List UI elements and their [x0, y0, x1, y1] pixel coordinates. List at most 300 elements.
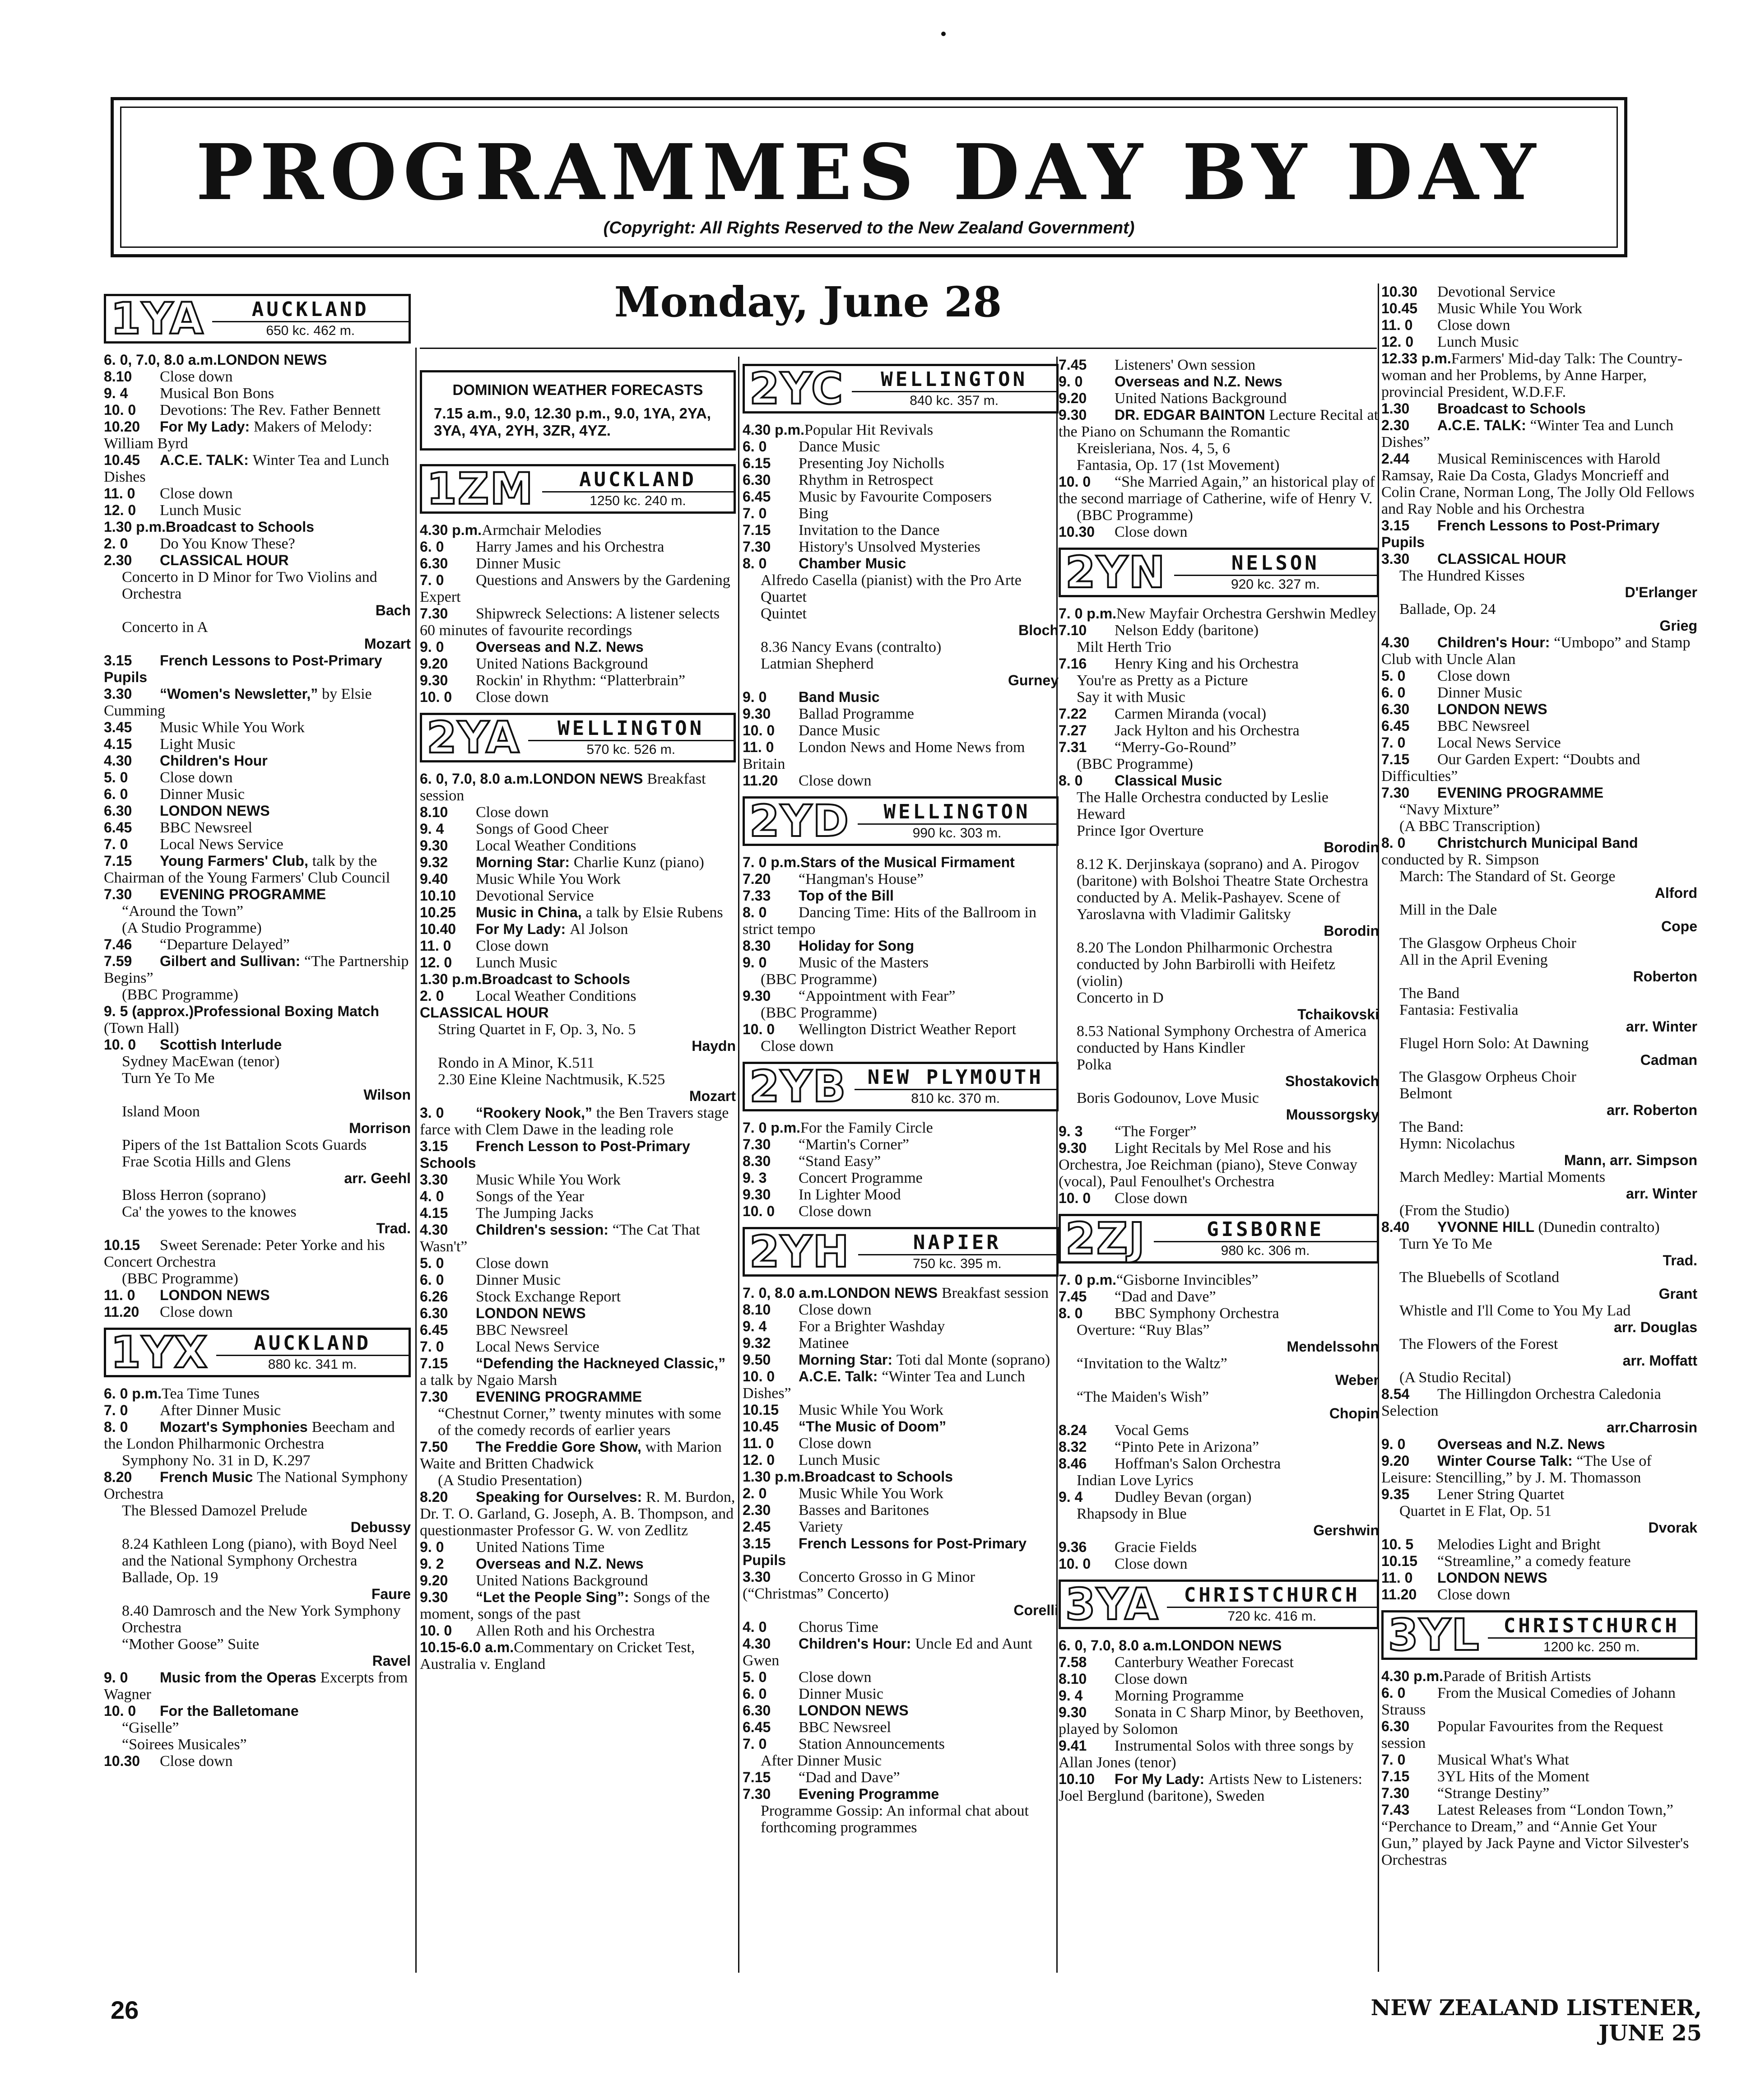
programme-heading: A.C.E. Talk:	[799, 1368, 882, 1385]
programme-entry	[743, 655, 1059, 672]
programme-heading: LONDON NEWS	[827, 1285, 942, 1301]
programme-time: 2.45	[743, 1519, 771, 1535]
programme-entry	[743, 1352, 1059, 1368]
programme-entry	[743, 1502, 1059, 1519]
programme-time: 10.45	[1381, 300, 1418, 316]
programme-entry	[420, 1071, 736, 1088]
programme-text: From the Musical Comedies of Johann Strauss	[1381, 1685, 1676, 1718]
programme-heading: Overseas and N.Z. News	[476, 1556, 644, 1572]
programme-time: 9.30	[420, 1589, 448, 1605]
programme-time: 9. 0	[420, 1539, 444, 1555]
programme-entry	[420, 954, 736, 971]
programme-entry	[104, 552, 411, 569]
programme-entry	[420, 887, 736, 904]
programme-entry	[1381, 451, 1697, 517]
programme-entry	[420, 1288, 736, 1305]
programme-entry	[104, 1137, 411, 1153]
programme-heading: Scottish Interlude	[160, 1036, 282, 1053]
programme-heading: Young Farmers' Club,	[160, 853, 312, 869]
programme-time: 10.40	[420, 921, 456, 937]
programme-time: 9.35	[1381, 1486, 1410, 1502]
programme-entry	[743, 1569, 1059, 1602]
programme-entry	[1381, 1085, 1697, 1102]
programme-text: Popular Hit Revivals	[804, 422, 934, 438]
station-info	[1484, 1612, 1695, 1658]
programme-entry	[420, 1589, 736, 1622]
programme-text: “Merry-Go-Round”	[1115, 739, 1237, 756]
programme-time: 9.30	[1059, 1140, 1087, 1156]
programme-entry	[104, 1603, 411, 1636]
composer-credit: Mann, arr. Simpson	[1564, 1152, 1697, 1168]
programme-heading: For My Lady:	[1115, 1771, 1209, 1787]
programme-time: 8. 0	[104, 1419, 128, 1435]
programme-time: 8.10	[743, 1301, 771, 1318]
programme-entry	[1381, 985, 1697, 1002]
programme-heading: Christchurch Municipal Band	[1437, 835, 1638, 851]
programme-time: 7.30	[1381, 1785, 1410, 1801]
programme-text: Presenting Joy Nicholls	[799, 455, 944, 472]
programme-time: 6.30	[420, 1305, 448, 1321]
programme-entry	[1381, 952, 1697, 968]
programme-time: 7.45	[1059, 1288, 1087, 1305]
programme-entry	[1059, 789, 1379, 822]
programme-entry	[743, 472, 1059, 488]
programme-entry	[104, 953, 411, 986]
station-call-sign: 3YA	[1065, 1579, 1159, 1630]
station-city: CHRISTCHURCH	[1167, 1584, 1377, 1608]
programme-subitem: 8.40 Damrosch and the New York Symphony Orchestra	[122, 1603, 401, 1636]
programme-time: 10.10	[1059, 1771, 1095, 1787]
programme-subitem: The Halle Orchestra conducted by Leslie Heward	[1077, 789, 1329, 822]
programme-entry	[420, 1171, 736, 1188]
day-title: Monday, June 28	[614, 278, 1002, 326]
programme-entry	[743, 689, 1059, 706]
programme-text: Artists New to Listeners: Joel Berglund (baritone), Sweden	[1059, 1771, 1362, 1804]
programme-entry	[1059, 1090, 1379, 1106]
composer-credit: Shostakovich	[1285, 1073, 1379, 1089]
programme-entry	[104, 836, 411, 853]
programme-entry	[743, 1535, 1059, 1569]
programme-entry	[104, 1036, 411, 1053]
programme-time: 7.30	[1381, 785, 1410, 801]
programme-time: 6. 0	[104, 786, 128, 802]
programme-time: 2.30	[1381, 417, 1410, 433]
programme-entry	[743, 1136, 1059, 1153]
station-frequency: 1200 kc. 250 m.	[1543, 1640, 1640, 1654]
programme-text: Do You Know These?	[160, 535, 295, 552]
programme-time: 7.58	[1059, 1654, 1087, 1670]
programme-time: 12. 0	[104, 502, 136, 518]
programme-time: 9.20	[1381, 1453, 1410, 1469]
programme-text: BBC Newsreel	[1437, 718, 1530, 734]
programme-entry	[1381, 1668, 1697, 1685]
programme-heading: Morning Star:	[476, 854, 574, 870]
programme-text: Gracie Fields	[1115, 1539, 1197, 1556]
programme-time: 6.30	[1381, 701, 1410, 717]
composer-credit: arr. Douglas	[1614, 1319, 1697, 1335]
station-header-2yn	[1059, 548, 1379, 597]
composer-credit: Gurney	[1008, 672, 1059, 688]
title-underline	[420, 348, 1377, 349]
programme-time: 8.10	[420, 804, 448, 820]
programme-text: Close down	[160, 485, 233, 502]
programme-entry	[1059, 1355, 1379, 1372]
composer-credit: Borodin	[1324, 839, 1379, 855]
programme-entry	[1381, 1436, 1697, 1453]
programme-heading: “Women's Newsletter,”	[160, 686, 322, 702]
programme-entry	[420, 1556, 736, 1572]
composer-credit: Faure	[371, 1586, 411, 1602]
programme-text: Canterbury Weather Forecast	[1115, 1654, 1294, 1671]
programme-time: 6.15	[743, 455, 771, 471]
programme-text: Light Recitals by Mel Rose and his Orchestra, Joe Reichman (piano), Steve Conway (vocal), Paul Fenoulhet's Orchestra	[1059, 1140, 1357, 1190]
programme-time: 10.15	[104, 1237, 140, 1253]
programme-text: Al Jolson	[570, 921, 628, 938]
programme-entry	[1381, 1002, 1697, 1018]
programme-time: 8.32	[1059, 1439, 1087, 1455]
programme-heading: EVENING PROGRAMME	[1437, 785, 1604, 801]
programme-entry	[104, 786, 411, 803]
programme-subitem: (BBC Programme)	[122, 986, 238, 1003]
programme-time: 7. 0 p.m.	[743, 854, 801, 870]
programme-text: Stock Exchange Report	[476, 1288, 621, 1305]
programme-entry	[104, 753, 411, 769]
programme-subitem: Turn Ye To Me	[122, 1070, 215, 1087]
weather-forecast-box	[420, 370, 736, 451]
composer-credit: Bach	[375, 602, 411, 618]
programme-entry	[1059, 1539, 1379, 1556]
programme-time: 7.22	[1059, 706, 1087, 722]
composer-credit: Mozart	[364, 636, 411, 652]
programme-time: 10.30	[1059, 524, 1095, 540]
programme-heading: EVENING PROGRAMME	[476, 1389, 642, 1405]
composer-credit: Ravel	[372, 1653, 411, 1669]
station-city: WELLINGTON	[528, 717, 734, 741]
programme-entry	[1381, 751, 1697, 785]
programme-subitem: Say it with Music	[1077, 689, 1185, 706]
programme-text: Hoffman's Salon Orchestra	[1115, 1455, 1281, 1472]
programme-time: 5. 0	[104, 769, 128, 785]
programme-entry	[104, 1237, 411, 1270]
programme-entry	[104, 385, 411, 402]
programme-text: Musical Bon Bons	[160, 385, 274, 402]
programme-time: 6. 0	[420, 1272, 444, 1288]
programme-time: 1.30 p.m.	[743, 1468, 804, 1485]
programme-text: “Departure Delayed”	[160, 936, 290, 953]
composer-credit: Trad.	[376, 1220, 411, 1236]
programme-entry	[743, 1318, 1059, 1335]
station-info	[855, 1229, 1056, 1274]
programme-time: 8. 0	[743, 555, 767, 571]
programme-entry	[1381, 1169, 1697, 1185]
programme-entry	[420, 1539, 736, 1556]
programme-entry	[420, 1205, 736, 1222]
programme-entry	[420, 1639, 736, 1673]
programme-entry	[1381, 601, 1697, 618]
column-rule	[738, 357, 739, 1973]
station-call-sign: 1YX	[111, 1327, 209, 1378]
programme-entry	[1381, 1302, 1697, 1319]
programme-entry	[1381, 334, 1697, 350]
programme-entry	[104, 1502, 411, 1519]
composer-credit: Mozart	[689, 1088, 736, 1104]
programme-entry	[1381, 417, 1697, 451]
programme-text: Music While You Work	[476, 1171, 621, 1188]
programme-entry	[104, 1669, 411, 1703]
programme-text: “The Partnership Begins”	[104, 953, 409, 986]
programme-subitem: Bloss Herron (soprano)	[122, 1187, 266, 1203]
programme-text: Vocal Gems	[1115, 1422, 1189, 1439]
programme-entry	[1059, 390, 1379, 407]
programme-time: 3.15	[104, 652, 132, 669]
column-3	[743, 357, 1059, 1968]
programme-entry	[1059, 772, 1379, 789]
programme-text: London News and Home News from Britain	[743, 739, 1025, 772]
programme-entry	[420, 605, 736, 639]
programme-text: Close down	[1437, 668, 1510, 684]
programme-entry	[743, 1635, 1059, 1669]
programme-heading: Mozart's Symphonies	[160, 1419, 312, 1435]
programme-time: 9.30	[743, 1186, 771, 1203]
programme-entry	[1381, 1553, 1697, 1570]
programme-subitem: Programme Gossip: An informal chat about forthcoming programmes	[761, 1803, 1029, 1836]
programme-entry	[1059, 1439, 1379, 1455]
programme-entry	[420, 1322, 736, 1338]
station-frequency: 980 kc. 306 m.	[1221, 1243, 1310, 1258]
programme-entry	[743, 854, 1059, 871]
programme-text: Latest Releases from “London Town,” “Perchance to Dream,” and “Annie Get Your Gun,” played by Jack Payne and Victor Silvester's Orchestras	[1381, 1802, 1689, 1868]
programme-entry	[743, 904, 1059, 938]
programme-text: Music While You Work	[1437, 300, 1582, 317]
programme-time: 8.54	[1381, 1386, 1410, 1402]
composer-credit: Haydn	[692, 1038, 736, 1054]
programme-entry	[104, 485, 411, 502]
programme-text: Dudley Bevan (organ)	[1115, 1489, 1252, 1505]
programme-text: Nelson Eddy (baritone)	[1115, 622, 1259, 639]
programme-time: 8.10	[104, 368, 132, 385]
programme-time: 7.50	[420, 1439, 448, 1455]
programme-time: 6. 0, 7.0, 8.0 a.m.	[420, 771, 533, 787]
programme-entry	[104, 1719, 411, 1736]
programme-entry	[743, 639, 1059, 655]
programme-entry	[420, 1255, 736, 1272]
programme-entry	[104, 986, 411, 1003]
programme-entry	[743, 871, 1059, 887]
programme-time: 10. 0	[420, 1622, 452, 1639]
programme-entry	[420, 1405, 736, 1439]
programme-time: 11. 0	[743, 739, 774, 755]
programme-subitem: The Flowers of the Forest	[1399, 1336, 1558, 1352]
programme-time: 10. 0	[743, 1021, 775, 1037]
station-header-2ya	[420, 713, 736, 762]
programme-text: Close down	[476, 938, 549, 954]
programme-entry	[1059, 856, 1379, 923]
composer-credit: arr. Winter	[1626, 1185, 1697, 1202]
programme-time: 7.30	[743, 539, 771, 555]
composer-credit: Mendelssohn	[1287, 1338, 1379, 1355]
programme-time: 11.20	[743, 772, 778, 789]
programme-entry	[1381, 868, 1697, 885]
programme-time: 12. 0	[743, 1452, 775, 1468]
programme-time: 6.30	[420, 555, 448, 571]
programme-heading: LONDON NEWS	[476, 1305, 586, 1321]
programme-time: 6.30	[743, 1702, 771, 1719]
programme-heading: Band Music	[799, 689, 880, 705]
programme-time: 7.30	[743, 1136, 771, 1152]
programme-entry	[743, 422, 1059, 438]
programme-time: 6. 0, 7.0, 8.0 a.m.	[104, 352, 217, 368]
programme-text: After Dinner Music	[160, 1402, 281, 1419]
programme-text: Close down	[799, 1435, 872, 1452]
programme-subitem: Overture: “Ruy Blas”	[1077, 1322, 1210, 1338]
programme-time: 6.45	[743, 488, 771, 505]
programme-text: United Nations Time	[476, 1539, 605, 1556]
programme-text: Farmers' Mid-day Talk: The Country-woman and her Problems, by Anne Harper, provincial President, W.D.F.F.	[1381, 350, 1683, 400]
programme-subitem: “Mother Goose” Suite	[122, 1636, 260, 1653]
programme-text: Songs of the Year	[476, 1188, 584, 1205]
programme-time: 3.45	[104, 719, 132, 735]
programme-entry	[743, 954, 1059, 971]
programme-entry	[1381, 1236, 1697, 1252]
programme-entry	[743, 971, 1059, 988]
programme-entry	[104, 519, 411, 535]
station-city: NELSON	[1174, 552, 1377, 576]
programme-entry	[743, 555, 1059, 572]
station-frequency: 750 kc. 395 m.	[912, 1256, 1002, 1271]
programme-text: Music While You Work	[476, 871, 621, 887]
programme-time: 9.32	[420, 854, 448, 870]
programme-entry	[420, 639, 736, 655]
programme-entry	[1059, 1272, 1379, 1288]
programme-time: 7. 0	[104, 836, 128, 852]
programme-entry	[1059, 722, 1379, 739]
programme-time: 3.15	[743, 1535, 771, 1552]
programme-entry	[1059, 474, 1379, 507]
station-info	[848, 366, 1056, 411]
programme-text: Local News Service	[1437, 734, 1561, 751]
programme-time: 9.20	[1059, 390, 1087, 406]
publication-footer: NEW ZEALAND LISTENER, JUNE 25	[1370, 1995, 1702, 2046]
programme-entry	[104, 803, 411, 819]
programme-text: “The Cat That Wasn't”	[420, 1222, 700, 1255]
composer-credit: Grant	[1658, 1286, 1697, 1302]
programme-entry	[743, 1485, 1059, 1502]
programme-text: “Martin's Corner”	[799, 1136, 909, 1153]
programme-entry	[743, 1402, 1059, 1418]
programme-text: Variety	[799, 1519, 843, 1535]
station-call-sign: 2YH	[749, 1227, 850, 1277]
programme-entry	[743, 539, 1059, 555]
programme-text: Songs of Good Cheer	[476, 821, 609, 837]
programme-subitem: The Glasgow Orpheus Choir	[1399, 935, 1576, 952]
composer-credit: Dvorak	[1648, 1519, 1697, 1536]
programme-entry	[420, 1389, 736, 1405]
station-header-3ya	[1059, 1580, 1379, 1629]
programme-heading: “Rookery Nook,”	[476, 1105, 596, 1121]
programme-text: Close down	[1437, 317, 1510, 334]
programme-entry	[420, 1305, 736, 1322]
programme-entry	[1059, 739, 1379, 756]
programme-text: BBC Newsreel	[799, 1719, 891, 1736]
programme-entry	[1059, 1505, 1379, 1522]
programme-subitem: The Hundred Kisses	[1399, 567, 1525, 584]
programme-time: 10.45	[743, 1418, 779, 1435]
programme-entry	[1059, 1489, 1379, 1505]
programme-entry	[420, 1222, 736, 1255]
programme-entry	[743, 488, 1059, 505]
programme-entry	[420, 1439, 736, 1472]
programme-time: 3.30	[1381, 551, 1410, 567]
programme-text: Lunch Music	[476, 954, 557, 971]
programme-entry	[743, 1203, 1059, 1220]
programme-subitem: The Band	[1399, 985, 1460, 1002]
programme-text: Shipwreck Selections: A listener selects 60 minutes of favourite recordings	[420, 605, 720, 639]
programme-time: 9.30	[1059, 1704, 1087, 1720]
programme-time: 10. 0	[743, 1368, 775, 1385]
programme-entry	[104, 1070, 411, 1087]
programme-entry	[420, 1622, 736, 1639]
programme-text: “Gisborne Invincibles”	[1116, 1272, 1259, 1288]
station-frequency: 880 kc. 341 m.	[268, 1357, 357, 1372]
column-1	[104, 287, 411, 1966]
copyright-notice: (Copyright: All Rights Reserved to the New Zealand Government)	[603, 218, 1135, 237]
programme-heading: French Lesson to Post-Primary Schools	[420, 1138, 690, 1171]
programme-time: 11. 0	[1381, 317, 1413, 333]
programme-time: 9.30	[1059, 407, 1087, 423]
station-city: NEW PLYMOUTH	[855, 1066, 1056, 1090]
programme-time: 3.15	[1381, 517, 1410, 534]
programme-text: Close down	[160, 368, 233, 385]
station-header-2zj	[1059, 1214, 1379, 1264]
programme-entry	[104, 686, 411, 719]
programme-text: Charlie Kunz (piano)	[573, 854, 704, 871]
programme-subitem: Close down	[761, 1038, 834, 1055]
programme-entry	[1381, 1219, 1697, 1236]
programme-heading: Music in China,	[476, 904, 586, 920]
programme-entry	[743, 1038, 1059, 1055]
programme-text: Jack Hylton and his Orchestra	[1115, 722, 1300, 739]
programme-time: 7.15	[420, 1355, 448, 1371]
programme-subitem: Milt Herth Trio	[1077, 639, 1171, 655]
station-call-sign: 2YN	[1065, 547, 1166, 598]
programme-time: 6.45	[104, 819, 132, 836]
programme-subitem: Rondo in A Minor, K.511	[438, 1055, 595, 1071]
programme-time: 9.50	[743, 1352, 771, 1368]
ink-dot	[941, 32, 946, 36]
programme-text: BBC Newsreel	[476, 1322, 568, 1338]
programme-entry	[420, 1188, 736, 1205]
column-4	[1059, 357, 1379, 1968]
programme-subitem: 8.24 Kathleen Long (piano), with Boyd Neel and the National Symphony Orchestra	[122, 1536, 397, 1569]
programme-entry	[420, 988, 736, 1004]
programme-entry	[104, 920, 411, 936]
programme-subitem: Pipers of the 1st Battalion Scots Guards	[122, 1137, 367, 1153]
programme-time: 7.30	[104, 886, 132, 902]
programme-entry	[743, 1669, 1059, 1686]
programme-time: 7.59	[104, 953, 132, 969]
programme-heading: French Music	[160, 1469, 257, 1485]
programme-text: “Strange Destiny”	[1437, 1785, 1550, 1802]
programme-text: Close down	[476, 689, 549, 706]
programme-subitem: “The Maiden's Wish”	[1077, 1389, 1209, 1405]
programme-time: 8. 0	[1059, 1305, 1083, 1321]
programme-time: 9. 2	[420, 1556, 444, 1572]
programme-text: Harry James and his Orchestra	[476, 539, 664, 555]
programme-time: 7. 0, 8.0 a.m.	[743, 1285, 828, 1301]
programme-entry	[420, 522, 736, 539]
station-header-2yb	[743, 1062, 1059, 1111]
programme-time: 4.30	[1381, 634, 1410, 650]
